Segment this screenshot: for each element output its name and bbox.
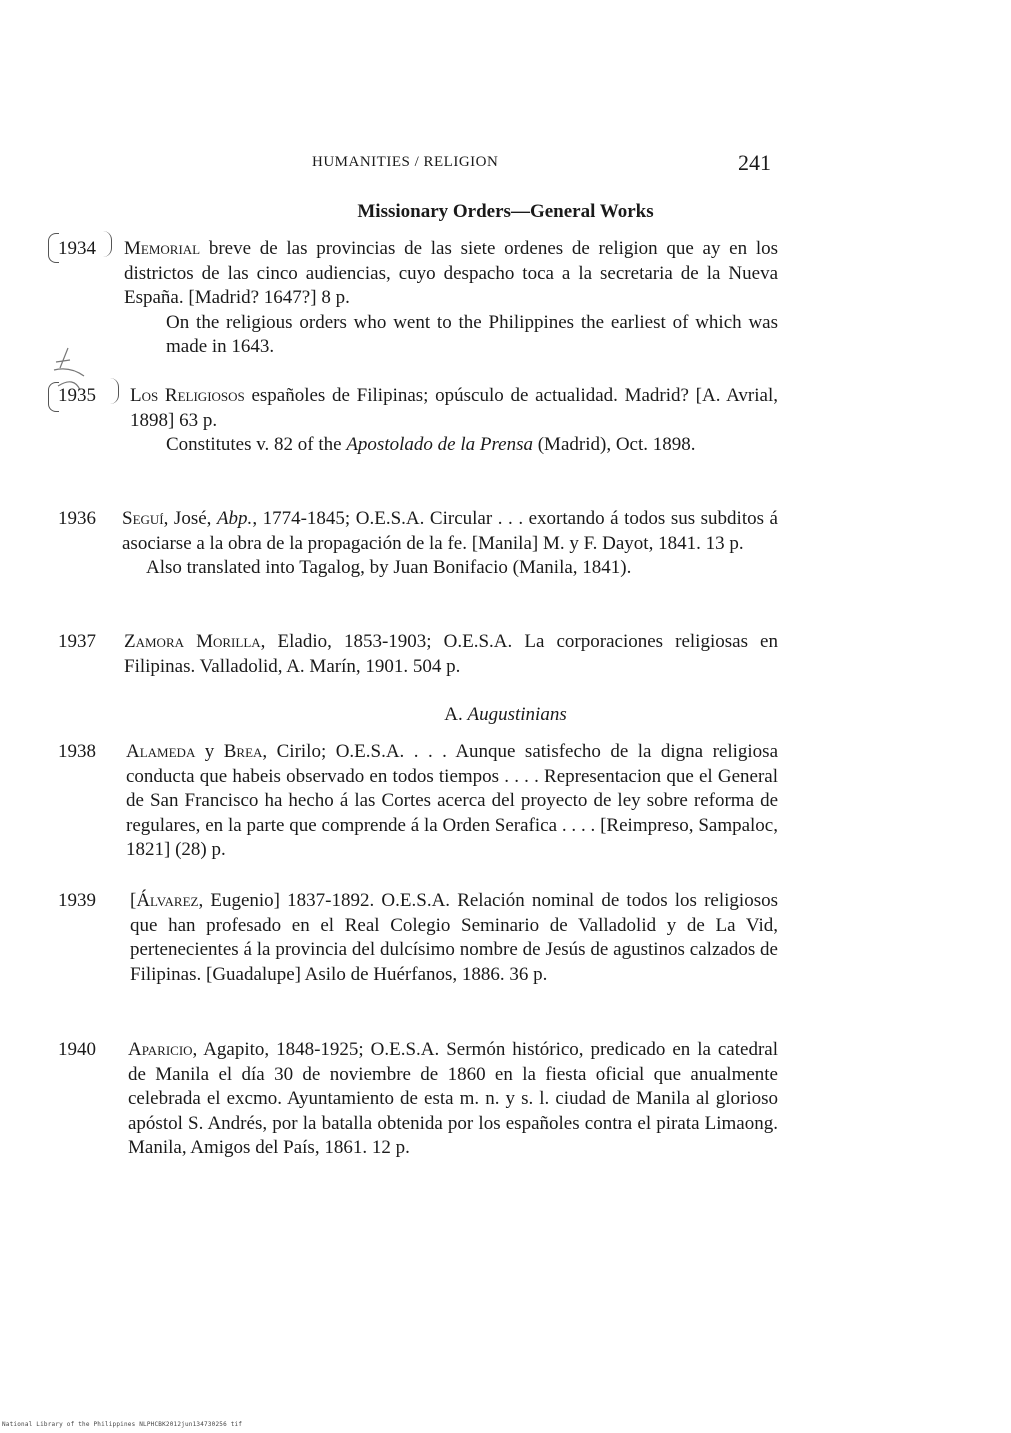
entry-body [128,1038,778,1161]
running-head: HUMANITIES / RELIGION [312,154,499,170]
entry-number: 1936 [58,508,96,529]
entry-note: On the religious orders who went to the Philippines the earliest of which was made in 1643. [166,311,778,357]
entry-body [130,384,778,458]
entry-body: [Álvarez, Eugenio] 1837-1892. O.E.S.A. Relación nominal de todos los religiosos que han profesado en el Real Colegio Seminario de Valladolid y de La Vid, pertenecientes á la provincia del dulcísimo nombre de Jesús de agustinos calzados de Filipinas. [Guadalupe] Asilo de Huérfanos, 1886. 36 p. [130,890,778,985]
entry-author: Zamora Morilla [124,631,261,652]
entry-number: 1935 [58,384,118,409]
entry-citation: , Eugenio] 1837-1892. O.E.S.A. Relación nominal de todos los religiosos que han profesado en el Real Colegio Seminario de Valladolid y de La Vid, pertenecientes á la provincia del dulcísimo nombre de Jesús de agustinos calzados de Filipinas. [Guadalupe] Asilo de Huérfanos, 1886. 36 p. [130,890,778,985]
entry-number: 1934 [58,237,118,262]
entry-author: Memorial [124,238,201,259]
entry-body [124,237,778,360]
pencil-bracket-mark [48,382,59,412]
entry-citation: , Agapito, 1848-1925; O.E.S.A. Sermón histórico, predicado en la catedral de Manila el día 30 de noviembre de 1860 en la fiesta oficial que anualmente celebrada el excmo. Ayuntamiento de esta m. n. y s. l. ciudad de Manila al glorioso apóstol S. Andrés, por la batalla obtenida por los españoles contra el pirata Limaong. Manila, Amigos del País, 1861. 12 p. [128,1039,778,1158]
scan-footer-label: National Library of the Philippines NLPHCBK2012jun134730256 tif [2,1421,243,1428]
entry-number: 1940 [58,1039,96,1060]
entry-citation: españoles de Filipinas; opúsculo de actualidad. Madrid? [A. Avrial, 1898] 63 p. [130,385,778,431]
entry-author: Seguí [122,508,164,529]
entry-citation: , 1774-1845; O.E.S.A. Circular . . . exortando á todos sus subditos á asociarse a la obra de la propagación de la fe. [Manila] M. y F. Dayot, 1841. 13 p. [122,508,778,554]
entry-body: Alameda y Brea, Cirilo; O.E.S.A. . . . Aunque satisfecho de la digna religiosa conducta que habeis observado en todos tiempos . . . . Representacion que el General de San Francisco ha hecho á las Cortes acerca del proyecto de ley sobre reforma de regulares, en la parte que comprende á la Orden Serafica . . . . [Reimpreso, Sampaloc, 1821] (28) p. [126,741,778,860]
entry-citation: breve de las provincias de las siete ordenes de religion que ay en los districtos de las cinco audiencias, cuyo despacho toca a la secretaria de la Nueva España. [Madrid? 1647?] 8 p. [124,238,778,308]
entry-author: Álvarez [136,890,199,911]
section-heading: Missionary Orders—General Works [357,201,654,222]
pencil-paren-mark [110,378,119,404]
entry-author: Los Religiosos [130,385,245,406]
entry-number: 1939 [58,890,96,911]
entry-body [124,630,778,679]
entry-author: Aparicio [128,1039,193,1060]
page-number: 241 [738,150,771,175]
entry-citation: , Eladio, 1853-1903; O.E.S.A. La corporaciones religiosas en Filipinas. Valladolid, A. Marín, 1901. 504 p. [124,631,778,677]
entry-author: Alameda [126,741,196,762]
entry-body: Seguí, José, Abp., 1774-1845; O.E.S.A. Circular . . . exortando á todos sus subditos á asociarse a la obra de la propagación de la fe. [Manila] M. y F. Dayot, 1841. 13 p. Also translated into Tagalog, by Juan Bonifacio (Manila, 1841). [122,507,778,581]
subsection-heading: A. Augustinians [444,704,567,725]
entry-citation: , Cirilo; O.E.S.A. . . . Aunque satisfecho de la digna religiosa conducta que habeis observado en todos tiempos . . . . Representacion que el General de San Francisco ha hecho á las Cortes acerca del proyecto de ley sobre reforma de regulares, en la parte que comprende á la Orden Serafica . . . . [Reimpreso, Sampaloc, 1821] (28) p. [126,741,778,860]
entry-number: 1938 [58,741,96,762]
pencil-paren-mark [103,231,112,257]
entry-note: Constitutes v. 82 of the Apostolado de la Prensa (Madrid), Oct. 1898. [166,434,696,455]
entry-note: Also translated into Tagalog, by Juan Bonifacio (Manila, 1841). [146,557,632,578]
pencil-bracket-mark [48,233,59,263]
entry-number: 1937 [58,631,96,652]
